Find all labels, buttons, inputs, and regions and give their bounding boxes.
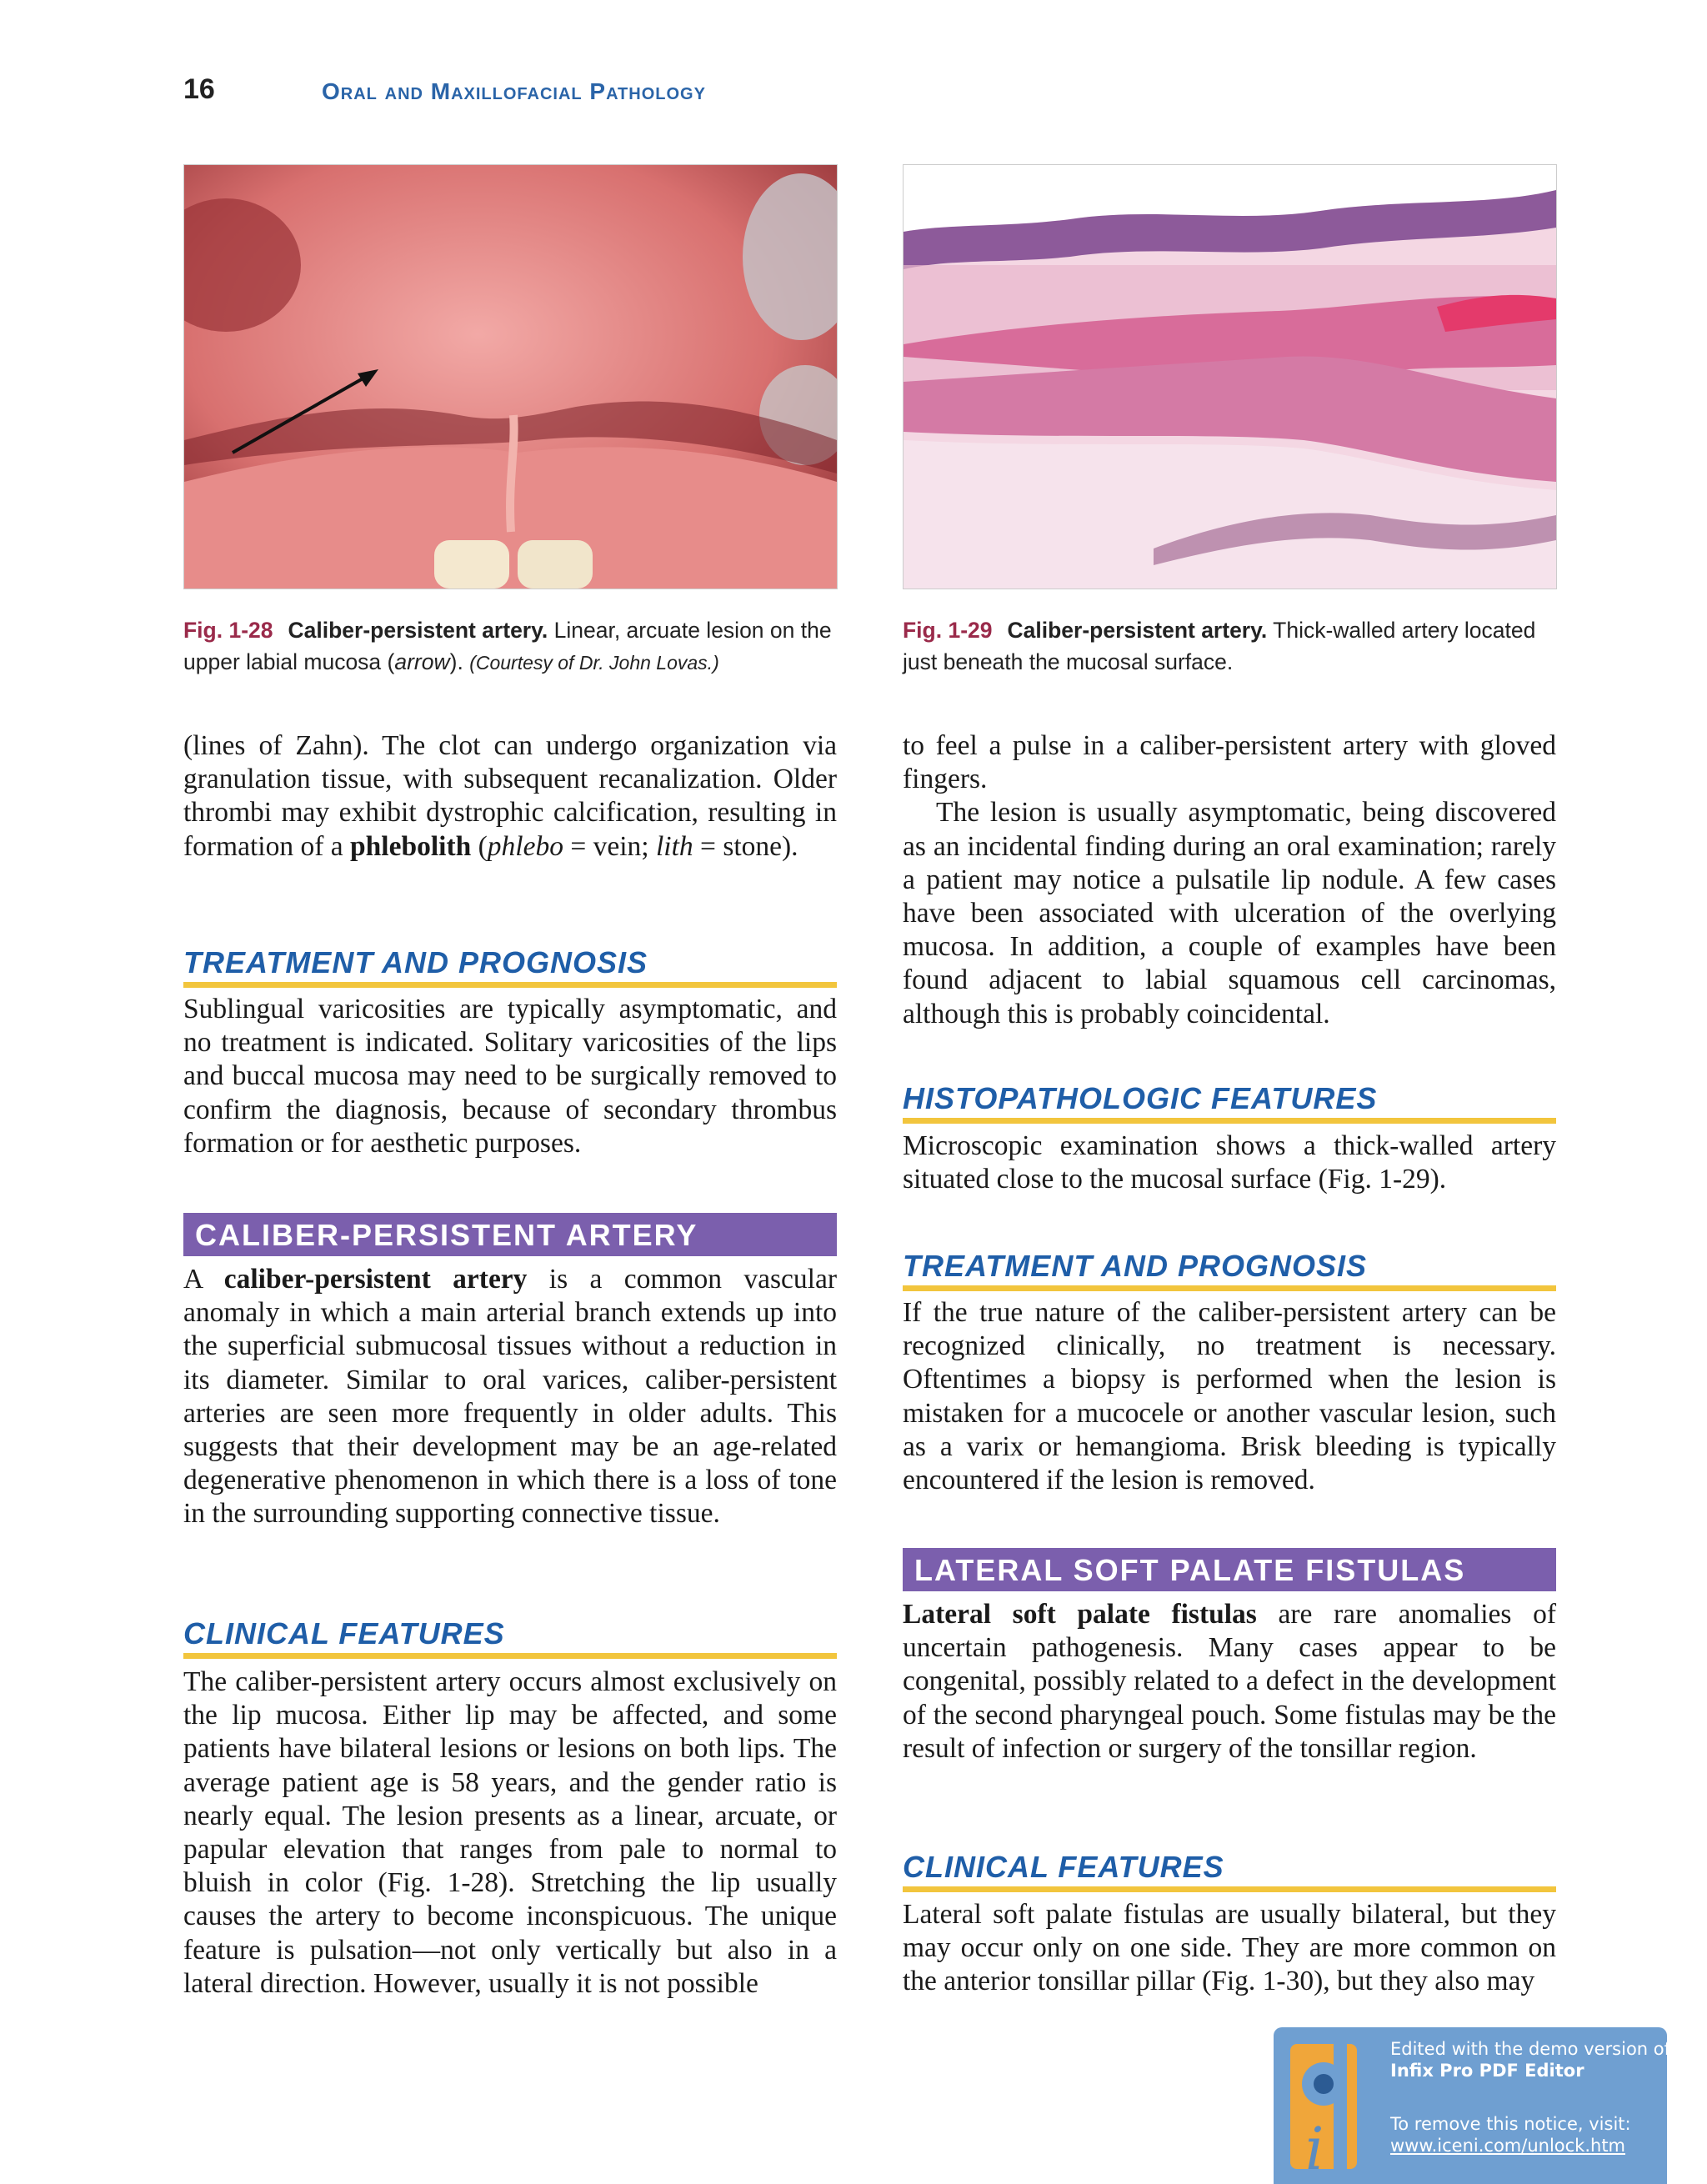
watermark-line-3: To remove this notice, visit: [1390, 2114, 1631, 2134]
text-run: A [183, 1264, 224, 1295]
svg-text:i: i [1305, 2115, 1324, 2177]
left-paragraph-4 [183, 1666, 837, 2001]
watermark-line-2: Infix Pro PDF Editor [1390, 2061, 1584, 2081]
caption-text: Linear, arcuate lesion on the upper labial mucosa ( [183, 618, 832, 674]
bold-term: Lateral soft palate fistulas [903, 1599, 1257, 1630]
heading-clinical-left: CLINICAL FEATURES [183, 1616, 837, 1659]
right-paragraph-3 [903, 1130, 1556, 1196]
caption-courtesy: (Courtesy of Dr. John Lovas.) [469, 652, 719, 674]
demo-watermark-banner [1274, 2027, 1671, 2184]
figure-1-28-photo [183, 164, 838, 589]
paragraph-text: If the true nature of the caliber-persistent artery can be recognized clinically, no treatment is necessary. Oftentimes a biopsy is performed when the lesion is mistaken for a mucocele or another vascular lesion, such as a varix or hemangioma. Brisk bleeding is typically encountered if the lesion is removed. [903, 1297, 1556, 1496]
caption-emphasis: arrow [394, 649, 450, 674]
left-paragraph-2 [183, 993, 837, 1160]
right-paragraph-6 [903, 1898, 1556, 1999]
caption-text-end: ). [449, 649, 470, 674]
figure-1-29-caption [903, 614, 1561, 678]
italic-term: lith [655, 830, 693, 862]
left-paragraph-3 [183, 1263, 837, 1531]
page-number: 16 [183, 73, 215, 105]
heading-treatment-left: TREATMENT AND PROGNOSIS [183, 945, 837, 988]
figure-1-28-caption [183, 614, 842, 679]
paragraph-text: Microscopic examination shows a thick-walled artery situated close to the mucosal surface (Fig. 1-29). [903, 1130, 1556, 1195]
bold-term: phlebolith [350, 830, 472, 862]
figure-number: Fig. 1-29 [903, 618, 993, 643]
text-run: (lines of Zahn). The clot can undergo organization via granulation tissue, with subsequent recanalization. Older thrombi may exhibit dystrophic calcification, resulting in formation of a [183, 730, 837, 862]
text-run: = vein; [563, 830, 656, 862]
paragraph-text: The caliber-persistent artery occurs almost exclusively on the lip mucosa. Either lip may be affected, and some patients have bilateral lesions or lesions on both lips. The average patient age is 58 years, and the gender ratio is nearly equal. The lesion presents as a linear, arcuate, or papular elevation that ranges from pale to normal to bluish in color (Fig. 1-28). Stretching the lip usually causes the artery to become inconspicuous. The unique feature is pulsation—not only vertically but also in a lateral direction. However, usually it is not possible [183, 1666, 837, 1999]
infix-logo-icon [1282, 2036, 1374, 2177]
bold-term: caliber-persistent artery [223, 1264, 528, 1295]
heading-histopathologic: HISTOPATHOLOGIC FEATURES [903, 1081, 1556, 1124]
watermark-line-1: Edited with the demo version of [1390, 2039, 1671, 2059]
figure-number: Fig. 1-28 [183, 618, 273, 643]
heading-clinical-right: CLINICAL FEATURES [903, 1850, 1556, 1892]
topic-bar-caliber: CALIBER-PERSISTENT ARTERY [183, 1213, 837, 1256]
figure-title: Caliber-persistent artery. [1007, 618, 1268, 643]
figure-title: Caliber-persistent artery. [288, 618, 548, 643]
paragraph-text: to feel a pulse in a caliber-persistent artery with gloved fingers. [903, 730, 1556, 795]
italic-term: phlebo [487, 830, 563, 862]
paragraph-text: Lateral soft palate fistulas are usually bilateral, but they may occur only on one side. They are more common on the anterior tonsillar pillar (Fig. 1-30), but they also may [903, 1899, 1556, 1997]
text-run: is a common vascular anomaly in which a main arterial branch extends up into the superficial submucosal tissues without a reduction in its diameter. Similar to oral varices, caliber-persistent arteries are seen more frequently in older adults. This suggests that their development may be an age-related degenerative phenomenon in which there is a loss of tone in the surrounding supporting connective tissue. [183, 1264, 837, 1530]
heading-treatment-right: TREATMENT AND PROGNOSIS [903, 1249, 1556, 1291]
text-run: are rare anomalies of uncertain pathogenesis. Many cases appear to be congenital, possibly related to a defect in the development of the second pharyngeal pouch. Some fistulas may be the result of infection or surgery of the tonsillar region. [903, 1599, 1556, 1764]
paragraph-text: The lesion is usually asymptomatic, being discovered as an incidental finding during an oral examination; rarely a patient may notice a pulsatile lip nodule. A few cases have been associated with ulceration of the overlying mucosa. In addition, a couple of examples have been found adjacent to labial squamous cell carcinomas, although this is probably coincidental. [903, 797, 1556, 1029]
figure-1-29-histology [903, 164, 1557, 589]
right-paragraph-5 [903, 1598, 1556, 1766]
topic-bar-lateral: LATERAL SOFT PALATE FISTULAS [903, 1548, 1556, 1591]
running-head: Oral and Maxillofacial Pathology [322, 78, 706, 104]
left-paragraph-1 [183, 729, 837, 864]
right-paragraph-4 [903, 1296, 1556, 1497]
text-run: = stone). [693, 830, 798, 862]
unlock-link[interactable]: www.iceni.com/unlock.htm [1390, 2136, 1626, 2156]
right-paragraph-1 [903, 729, 1556, 1031]
text-run: ( [471, 830, 488, 862]
paragraph-text: Sublingual varicosities are typically asymptomatic, and no treatment is indicated. Solitary varicosities of the lips and buccal mucosa may need to be surgically removed to confirm the diagnosis, because of secondary thrombus formation or for aesthetic purposes. [183, 994, 837, 1159]
caption-text: Thick-walled artery located just beneath the mucosal surface. [903, 618, 1536, 674]
